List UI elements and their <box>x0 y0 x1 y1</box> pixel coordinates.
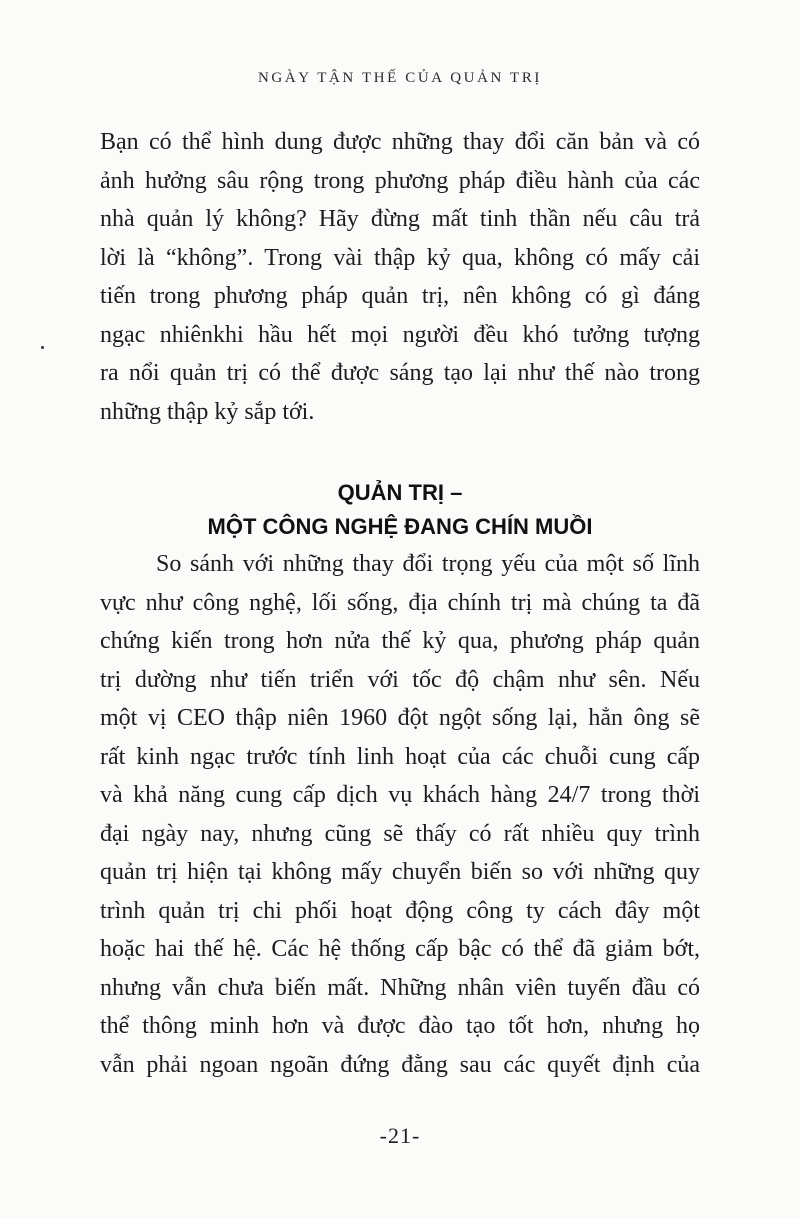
text-line: ảnh hưởng sâu rộng trong phương pháp điều hành của các <box>100 167 700 194</box>
text-line: một vị CEO thập niên 1960 đột ngột sống lại, hẳn ông sẽ <box>100 705 700 731</box>
text-line: chứng kiến trong hơn nửa thế kỷ qua, phương pháp quản <box>100 628 700 654</box>
text-line: vực như công nghệ, lối sống, địa chính trị mà chúng ta đã <box>100 589 700 616</box>
running-header: NGÀY TẬN THẾ CỦA QUẢN TRỊ <box>257 70 543 86</box>
text-line: ngạc nhiênkhi hầu hết mọi người đều khó tưởng tượng <box>100 321 700 348</box>
paragraph-2 <box>100 545 700 1084</box>
print-speck <box>41 346 44 349</box>
paragraph-1 <box>100 123 700 431</box>
text-line: đại ngày nay, nhưng cũng sẽ thấy có rất nhiều quy trình <box>100 820 700 847</box>
text-line: nhưng vẫn chưa biến mất. Những nhân viên tuyến đầu có <box>100 974 700 1001</box>
text-line: những thập kỷ sắp tới. <box>100 398 315 425</box>
text-line: rất kinh ngạc trước tính linh hoạt của các chuỗi cung cấp <box>100 743 700 770</box>
section-heading-line-1: QUẢN TRỊ – <box>337 480 463 505</box>
text-line: nhà quản lý không? Hãy đừng mất tinh thần nếu câu trả <box>100 206 700 232</box>
page-number: -21- <box>379 1123 421 1148</box>
text-line: thể thông minh hơn và được đào tạo tốt hơn, nhưng họ <box>100 1013 700 1039</box>
text-line: Bạn có thể hình dung được những thay đổi căn bản và có <box>100 129 700 155</box>
text-line: ra nổi quản trị có thể được sáng tạo lại như thế nào trong <box>100 360 700 386</box>
text-line: So sánh với những thay đổi trọng yếu của một số lĩnh <box>156 551 700 577</box>
section-heading <box>0 476 800 544</box>
text-line: vẫn phải ngoan ngoãn đứng đằng sau các quyết định của <box>100 1051 700 1078</box>
section-heading-line-2: MỘT CÔNG NGHỆ ĐANG CHÍN MUỒI <box>207 514 593 539</box>
text-line: tiến trong phương pháp quản trị, nên không có gì đáng <box>100 283 700 309</box>
text-line: trình quản trị chi phối hoạt động công ty cách đây một <box>100 897 700 924</box>
text-line: quản trị hiện tại không mấy chuyển biến so với những quy <box>100 859 700 885</box>
text-line: và khả năng cung cấp dịch vụ khách hàng 24/7 trong thời <box>100 782 700 808</box>
text-line: lời là “không”. Trong vài thập kỷ qua, không có mấy cải <box>100 244 700 271</box>
text-line: hoặc hai thế hệ. Các hệ thống cấp bậc có thể đã giảm bớt, <box>100 936 700 962</box>
text-line: trị dường như tiến triển với tốc độ chậm như sên. Nếu <box>100 666 700 693</box>
